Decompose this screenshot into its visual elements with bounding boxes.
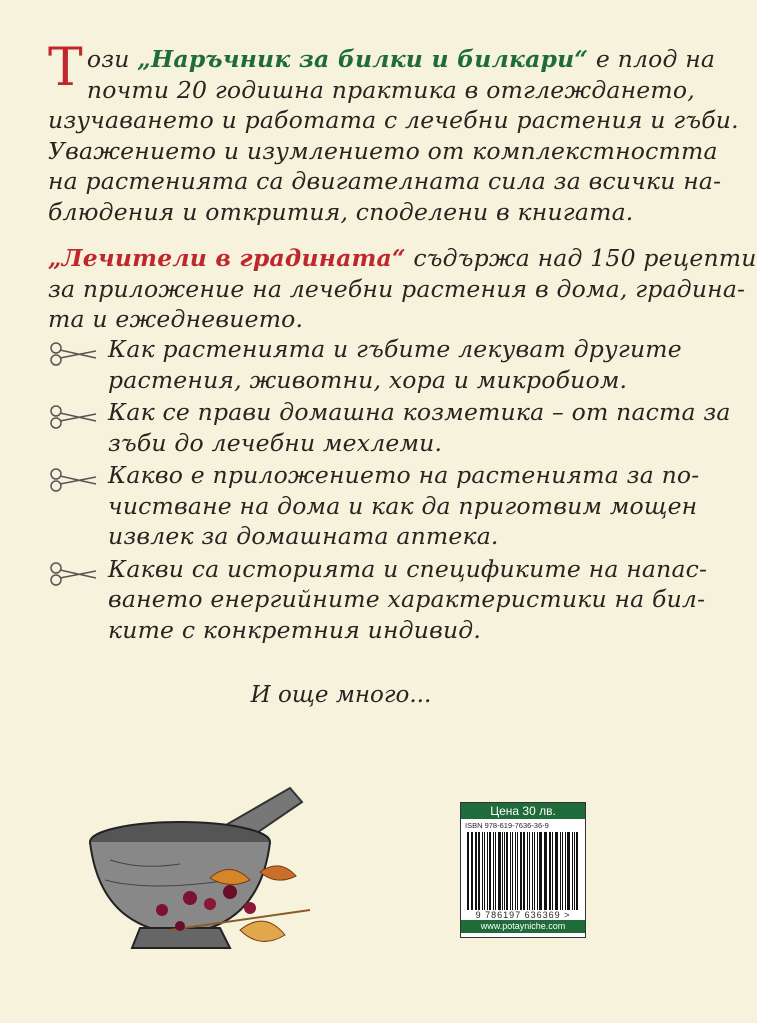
barcode-bar [475,832,477,910]
barcode-bar [487,832,488,910]
barcode-bar [517,832,518,910]
scissors-icon [48,403,98,431]
barcode-bar [529,832,530,910]
barcode [460,802,586,938]
and-much-more: И още много... [250,682,432,708]
barcode-bar [495,832,496,910]
list-item: Как растенията и гъбите лекуват другите растения, животни, хора и микробиом. [48,334,638,395]
barcode-bar [549,832,551,910]
barcode-bar [532,832,534,910]
second-line-2: за приложение на лечебни растения в дома, градина- [48,274,746,303]
barcode-bars [467,832,579,910]
intro-line-2: почти 20 годишна практика в отглеждането, [86,75,695,104]
second-line-1: „Лечители в градината“ съдържа над 150 рецепти [48,244,757,272]
intro-paragraph [48,38,739,227]
list-item: Как се прави домашна козметика – от паста за зъби до лечебни мехлеми. [48,397,638,458]
barcode-bar [520,832,522,910]
intro-line-5: на растенията са двигателната сила за всички на- [48,167,722,195]
barcode-bar [504,832,505,910]
barcode-bar [545,832,547,910]
book-title-healers: „Лечители в градината“ [48,244,406,272]
price-label: Цена 30 лв. [461,803,585,819]
barcode-bar [502,832,503,910]
barcode-bar [515,832,516,910]
intro-line-4: Уважението и изумлението от комплекстността [48,136,718,165]
second-paragraph [48,243,757,335]
barcode-bar [498,832,500,910]
list-item: Какво е приложението на растенията за по- чистване на дома и как да приготвим мощен извлек за домашната аптека. [48,460,638,552]
list-item: Какви са историята и спецификите на напас- ването енергийните характеристики на бил- ките с конкретния индивид. [48,554,638,646]
website-link: www.potayniche.com [461,920,585,933]
barcode-bar [544,832,545,910]
barcode-bar [527,832,528,910]
bullet-list [48,334,731,647]
barcode-bar [534,832,535,910]
intro-line-3: изучаването и работата с лечебни растения и гъби. [48,106,739,134]
barcode-bar [562,832,563,910]
barcode-bar [523,832,525,910]
barcode-bar [478,832,480,910]
barcode-bar [484,832,485,910]
isbn-text: ISBN 978-619-7636-36-9 [465,821,549,830]
barcode-bar [493,832,495,910]
barcode-bar [471,832,472,910]
scissors-icon [48,466,98,494]
barcode-bar [512,832,514,910]
scissors-icon [48,340,98,368]
barcode-bar [567,832,569,910]
intro-line-1: Този „Наръчник за билки и билкари“ е плод на [48,38,716,98]
dropcap: Т [48,38,83,98]
barcode-bar [467,832,469,910]
barcode-bar [506,832,508,910]
barcode-bar [565,832,567,910]
barcode-bar [537,832,538,910]
barcode-bar [472,832,473,910]
barcode-bar [482,832,483,910]
barcode-bar [489,832,491,910]
barcode-bar [556,832,558,910]
barcode-bar [572,832,573,910]
barcode-bar [576,832,578,910]
mortar-and-pestle-illustration [80,780,320,990]
barcode-bar [574,832,575,910]
barcode-bar [539,832,541,910]
barcode-bar [560,832,561,910]
barcode-bar [510,832,511,910]
barcode-digits: 9 786197 636369 > [475,910,571,920]
book-title-handbook: „Наръчник за билки и билкари“ [137,45,589,73]
barcode-bar [555,832,556,910]
barcode-bar [552,832,553,910]
intro-line-6: блюдения и открития, споделени в книгата. [48,197,634,226]
second-line-3: та и ежедневието. [48,305,304,333]
scissors-icon [48,560,98,588]
